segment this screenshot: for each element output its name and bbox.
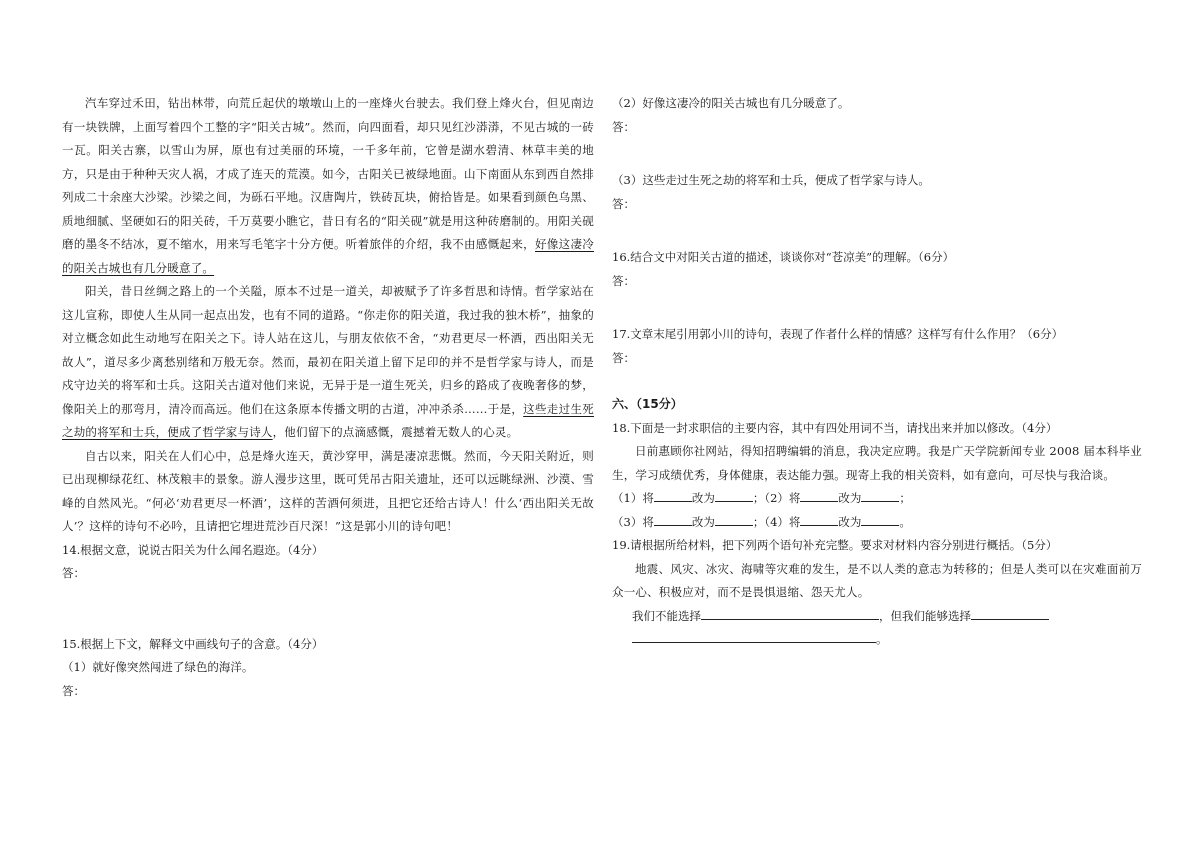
question-15-part-1: （1）就好像突然闯进了绿色的海洋。 — [62, 660, 254, 674]
question-18: 18.下面是一封求职信的主要内容，其中有四处用词不当，请找出来并加以修改。（4分） — [612, 420, 1058, 435]
q18-blank-4-corrected[interactable] — [861, 511, 899, 526]
q18-blank-3-original[interactable] — [654, 511, 692, 526]
passage-p2-text: 阳关，昔日丝绸之路上的一个关隘，原本不过是一道关，却被赋予了许多哲思和诗情。哲学家站在这儿宣称，即使人生从同一起点出发，也有不同的道路。“你走你的阳关道，我过我的独木桥”，抽象的对立概念如此生动地写在阳关之下。诗人站在这儿，与朋友依依不舍，“劝君更尽一杯酒，西出阳关无故人”，道尽多少离愁别绪和万般无奈。然而，最初在阳关道上留下足印的并不是哲学家与诗人，而是戍守边关的将军和士兵。这阳关古道对他们来说，无异于是一道生死关，归乡的路成了夜晚奢侈的梦，像阳关上的那弯月，清冷而高远。他们在这条原本传播文明的古道，冲冲杀杀……于是， — [62, 284, 594, 416]
question-15-part-3-answer-label: 答： — [612, 196, 635, 211]
q19-fill-label-b: ，但我们能够选择 — [879, 608, 971, 623]
question-19-fill-line-2 — [612, 628, 1142, 652]
q18-row2-label-d: 改为 — [838, 514, 862, 529]
q19-fill-end: 。 — [876, 632, 888, 646]
q18-blank-1-corrected[interactable] — [715, 487, 753, 502]
section-6-title: 六、（15分） — [612, 397, 683, 411]
passage-paragraph-1 — [62, 92, 594, 280]
question-15: 15.根据上下文，解释文中画线句子的含意。（4分） — [62, 636, 324, 651]
question-15-part-2: （2）好像这凄冷的阳关古城也有几分暖意了。 — [612, 96, 850, 110]
q19-blank-2-continued[interactable] — [632, 628, 876, 643]
underlined-sentence-3: 这些走过生死之劫的将军和士兵，便成了哲学家与诗人 — [62, 401, 594, 439]
question-18-letter-text: 日前惠顾你社网站，得知招聘编辑的消息，我决定应聘。我是广天学院新闻专业 2008 届本科毕业生，学习成绩优秀，身体健康，表达能力强。现寄上我的相关资料，如有意向，可尽快与我洽谈。 — [612, 444, 1142, 482]
q18-row1-label-b: 改为 — [691, 491, 715, 505]
q19-blank-1[interactable] — [701, 605, 879, 620]
passage-p1-text: 汽车穿过禾田，钻出林带，向荒丘起伏的墩墩山上的一座烽火台驶去。我们登上烽火台，但见南边有一块铁牌，上面写着四个工整的字“阳关古城”。然而，向四面看，却只见红沙漭漭，不见古城的一砖一瓦。阳关古寨，以雪山为屏，原也有过美丽的环境，一千多年前，它曾是湖水碧清、林草丰美的地方，只是由于种种天灾人祸，才成了连天的荒漠。如今，古阳关已被绿地面。山下南面从东到西自然排列成二十余座大沙梁。沙梁之间，为砾石平地。汉唐陶片，铁砖瓦块，俯拾皆是。如果看到颜色乌黑、质地细腻、坚硬如石的阳关砖，千万莫要小瞧它，昔日有名的“阳关砚”就是用这种砖磨制的。用阳关砚磨的墨冬不结冰，夏不缩水，用来写毛笔字十分方便。听着旅伴的介绍，我不由感慨起来， — [62, 96, 594, 251]
q18-row2-label-e: 。 — [899, 514, 911, 529]
question-15-part-2-answer-label: 答： — [612, 119, 635, 134]
q18-row2-label-b: 改为 — [691, 514, 715, 529]
passage-paragraph-2 — [62, 280, 594, 445]
question-16-answer-label: 答： — [612, 273, 635, 288]
q18-row1-label-e: ； — [899, 491, 911, 505]
question-18-answer-row-1 — [612, 487, 1142, 511]
q18-row2-label-a: （3）将 — [612, 514, 654, 529]
q18-row1-label-a: （1）将 — [612, 491, 654, 505]
q18-blank-3-corrected[interactable] — [715, 511, 753, 526]
question-19-fill-line-1 — [612, 605, 1142, 629]
passage-paragraph-3: 自古以来，阳关在人们心中，总是烽火连天，黄沙穿甲，满是凄凉悲慨。然而，今天阳关附近，则已出现柳绿花红、林茂粮丰的景象。游人漫步这里，既可凭吊古阳关遗址，还可以远眺绿洲、沙漠、雪峰的自然风光。“何必‘劝君更尽一杯酒’，这样的苦酒何须进，且把它还给古诗人！什么‘西出阳关无故人’？这样的诗句不必吟，且请把它埋进荒沙百尺深！”这是郭小川的诗句吧！ — [62, 448, 594, 533]
left-column — [62, 92, 594, 703]
q18-row1-label-d: 改为 — [838, 491, 862, 505]
right-column — [612, 92, 1142, 652]
q18-blank-2-corrected[interactable] — [861, 487, 899, 502]
q18-row2-label-c: ；（4）将 — [752, 514, 801, 529]
question-16: 16.结合文中对阳关古道的描述，谈谈你对“苍凉美”的理解。（6分） — [612, 250, 955, 264]
question-17-answer-label: 答： — [612, 350, 635, 365]
q18-row1-label-c: ；（2）将 — [752, 491, 801, 505]
q18-blank-2-original[interactable] — [800, 487, 838, 502]
question-17: 17.文章末尾引用郭小川的诗句，表现了作者什么样的情感？这样写有什么作用？（6分） — [612, 327, 1064, 341]
question-15-part-3: （3）这些走过生死之劫的将军和士兵，便成了哲学家与诗人。 — [612, 173, 930, 187]
question-18-answer-row-2 — [612, 511, 1142, 535]
question-14: 14.根据文意，说说古阳关为什么闻名遐迩。（4分） — [62, 542, 324, 557]
q19-blank-2-start[interactable] — [971, 605, 1049, 620]
question-19: 19.请根据所给材料，把下列两个语句补充完整。要求对材料内容分别进行概括。（5分） — [612, 538, 1058, 552]
question-14-answer-label: 答： — [62, 566, 85, 580]
q18-blank-4-original[interactable] — [800, 511, 838, 526]
question-19-material: 地震、风灾、冰灾、海啸等灾难的发生，是不以人类的意志为转移的；但是人类可以在灾难面前万众一心、积极应对，而不是畏惧退缩、怨天尤人。 — [612, 561, 1142, 599]
question-15-part-1-answer-label: 答： — [62, 683, 85, 698]
q18-blank-1-original[interactable] — [654, 487, 692, 502]
passage-p2-tail: ，他们留下的点滴感慨，震撼着无数人的心灵。 — [272, 425, 519, 439]
underlined-sentence-2: 好像这凄冷的阳关古城也有几分暖意了。 — [62, 237, 594, 275]
q19-fill-label-a: 我们不能选择 — [632, 608, 701, 623]
